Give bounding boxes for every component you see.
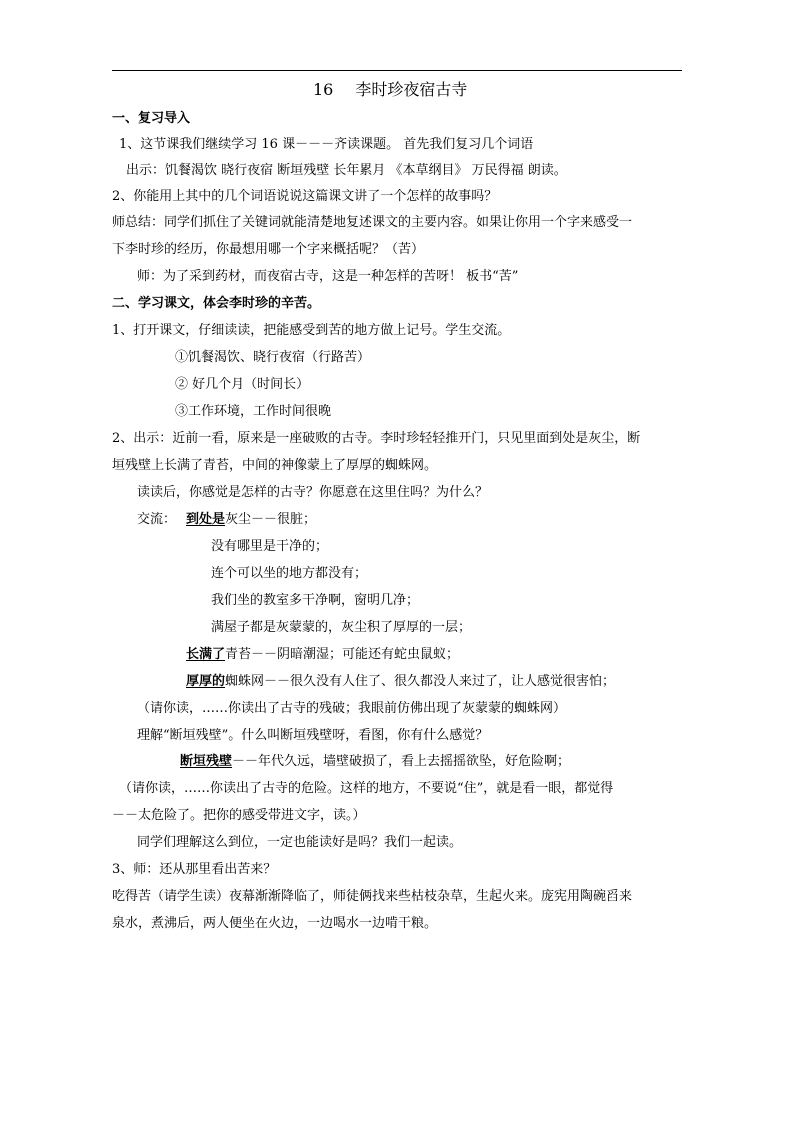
s2-line-3: ② 好几个月（时间长） xyxy=(175,377,310,392)
s2-line-21: 3、师：还从那里看出苦来？ xyxy=(112,862,277,877)
s2-line-8-rest: 灰尘－－很脏； xyxy=(225,512,317,527)
lesson-number: 16 xyxy=(313,80,334,99)
keyword-everywhere: 到处是 xyxy=(186,512,226,527)
s2-line-10: 连个可以坐的地方都没有； xyxy=(211,566,368,581)
s2-line-15: （请你读，……你读出了古寺的残破；我眼前仿佛出现了灰蒙蒙的蜘蛛网） xyxy=(137,701,567,716)
s2-line-18: （请你读，……你读出了古寺的危险。这样的地方，不要说“住”，就是看一眼，都觉得 xyxy=(119,781,614,796)
s2-line-17 xyxy=(180,754,570,770)
s2-line-14-rest: 蜘蛛网－－很久没有人住了、很久都没人来过了，让人感觉很害怕； xyxy=(225,674,616,689)
s1-line-6: 师：为了采到药材，而夜宿古寺，这是一种怎样的苦呀！ 板书“苦” xyxy=(137,269,519,284)
s1-line-3: 2、你能用上其中的几个词语说说这篇课文讲了一个怎样的故事吗？ xyxy=(112,189,498,204)
s2-line-20: 同学们理解这么到位，一定也能读好是吗？我们一起读。 xyxy=(137,835,463,850)
s2-line-11: 我们坐的教室多干净啊，窗明几净； xyxy=(211,593,420,608)
s2-line-14 xyxy=(186,674,615,690)
keyword-ruined-walls: 断垣残壁 xyxy=(180,754,233,769)
s2-line-1: 1、打开课文，仔细读读，把能感受到苦的地方做上记号。学生交流。 xyxy=(112,323,511,338)
s2-line-7: 读读后，你感觉是怎样的古寺？你愿意在这里住吗？为什么？ xyxy=(137,485,489,500)
s2-line-19: －－太危险了。把你的感受带进文字，读。） xyxy=(112,808,366,823)
s2-line-13 xyxy=(186,647,459,663)
s1-line-2: 出示：饥餐渴饮 晓行夜宿 断垣残壁 长年累月 《本草纲目》 万民得福 朗读。 xyxy=(126,163,567,178)
section-1-heading: 一、复习导入 xyxy=(112,111,191,126)
s2-line-9: 没有哪里是干净的； xyxy=(211,539,329,554)
exchange-label: 交流： xyxy=(137,512,177,527)
lesson-title: 李时珍夜宿古寺 xyxy=(355,80,468,99)
s2-line-12: 满屋子都是灰蒙蒙的，灰尘积了厚厚的一层； xyxy=(211,620,472,635)
s2-line-17-rest: －－年代久远，墙壁破损了，看上去摇摇欲坠，好危险啊； xyxy=(232,754,571,769)
page-title xyxy=(313,80,467,100)
s1-line-4: 师总结：同学们抓住了关键词就能清楚地复述课文的主要内容。如果让你用一个字来感受一 xyxy=(112,215,633,230)
s2-line-16: 理解“断垣残壁”。什么叫断垣残壁呀，看图，你有什么感觉？ xyxy=(137,728,489,743)
keyword-thick: 厚厚的 xyxy=(186,674,226,689)
s1-line-5: 下李时珍的经历，你最想用哪一个字来概括呢？（苦） xyxy=(112,242,425,257)
s2-line-8 xyxy=(137,512,316,528)
s2-line-22: 吃得苦（请学生读）夜幕渐渐降临了，师徒俩找来些枯枝杂草，生起火来。庞宪用陶碗舀来 xyxy=(112,889,633,904)
s1-line-1: 1、这节课我们继续学习 16 课－－－齐读课题。 首先我们复习几个词语 xyxy=(119,137,534,152)
header-rule xyxy=(112,70,682,71)
s2-line-6: 垣残壁上长满了青苔，中间的神像蒙上了厚厚的蜘蛛网。 xyxy=(112,458,438,473)
s2-line-2: ①饥餐渴饮、晓行夜宿（行路苦） xyxy=(175,350,371,365)
s2-line-13-rest: 青苔－－阴暗潮湿；可能还有蛇虫鼠蚁； xyxy=(225,647,460,662)
section-2-heading: 二、学习课文，体会李时珍的辛苦。 xyxy=(112,296,321,311)
s2-line-4: ③工作环境，工作时间很晚 xyxy=(175,404,332,419)
s2-line-5: 2、出示：近前一看，原来是一座破败的古寺。李时珍轻轻推开门，只见里面到处是灰尘，断 xyxy=(112,431,641,446)
s2-line-23: 泉水，煮沸后，两人便坐在火边，一边喝水一边啃干粮。 xyxy=(112,916,438,931)
keyword-covered: 长满了 xyxy=(186,647,226,662)
